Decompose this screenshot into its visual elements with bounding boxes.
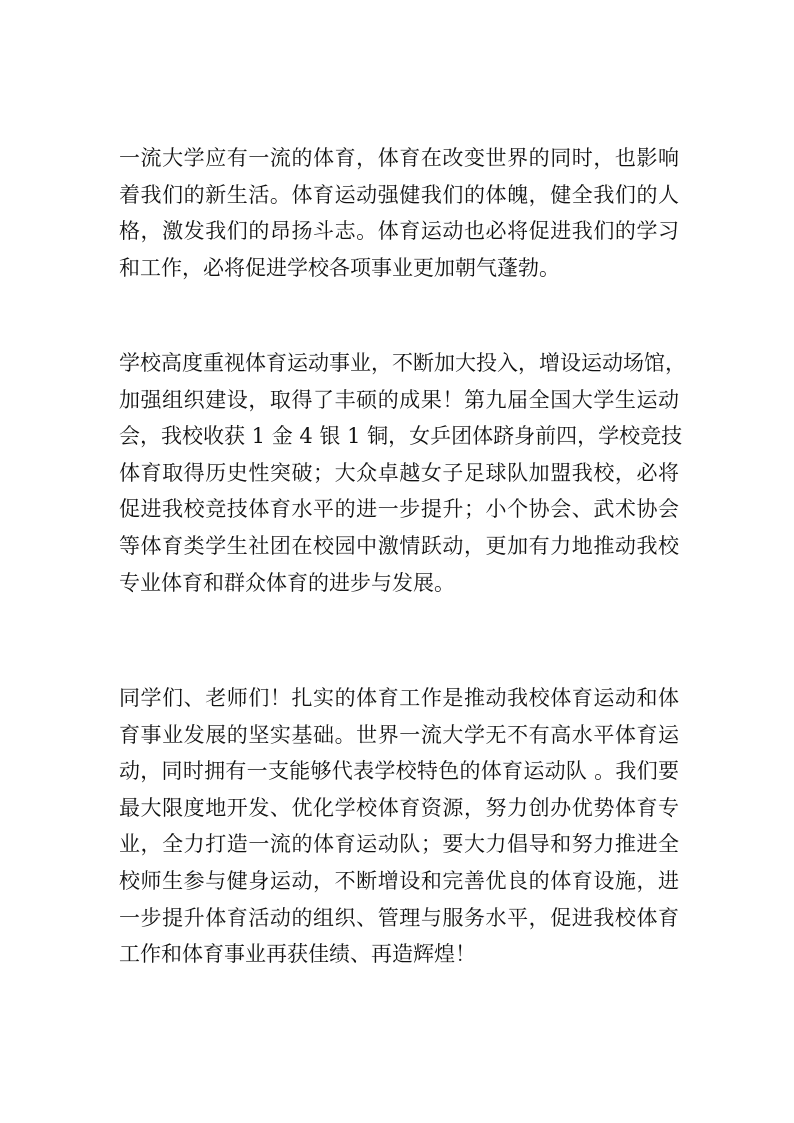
paragraph-line: 着我们的新生活。体育运动强健我们的体魄，健全我们的人	[119, 182, 679, 207]
paragraph-line: 体育取得历史性突破；大众卓越女子足球队加盟我校，必将	[119, 460, 679, 485]
paragraph-line: 和工作，必将促进学校各项事业更加朝气蓬勃。	[119, 255, 560, 280]
paragraph-line: 专业体育和群众体育的进步与发展。	[119, 570, 455, 595]
paragraph-line: 学校高度重视体育运动事业，不断加大投入，增设运动场馆，	[119, 351, 686, 375]
paragraph-line: 最大限度地开发、优化学校体育资源，努力创办优势体育专	[119, 795, 679, 820]
paragraph-line: 等体育类学生社团在校园中激情跃动，更加有力地推动我校	[119, 533, 679, 558]
paragraph-2	[119, 345, 686, 601]
paragraph-line: 一步提升体育活动的组织、管理与服务水平，促进我校体育	[119, 905, 679, 930]
paragraph-line: 业，全力打造一流的体育运动队；要大力倡导和努力推进全	[119, 832, 679, 857]
paragraph-1	[119, 140, 679, 286]
paragraph-line: 工作和体育事业再获佳绩、再造辉煌！	[119, 942, 476, 967]
paragraph-line: 加强组织建设，取得了丰硕的成果！第九届全国大学生运动	[119, 387, 679, 412]
paragraph-line: 会，我校收获 1 金 4 银 1 铜，女乒团体跻身前四，学校竞技	[119, 424, 683, 449]
paragraph-3	[119, 680, 679, 973]
paragraph-line: 校师生参与健身运动，不断增设和完善优良的体育设施，进	[119, 868, 679, 893]
paragraph-line: 动，同时拥有一支能够代表学校特色的体育运动队 。我们要	[119, 759, 679, 784]
paragraph-line: 同学们、老师们！扎实的体育工作是推动我校体育运动和体	[119, 686, 679, 710]
paragraph-line: 促进我校竞技体育水平的进一步提升；小个协会、武术协会	[119, 497, 679, 522]
paragraph-line: 育事业发展的坚实基础。世界一流大学无不有高水平体育运	[119, 722, 679, 747]
paragraph-line: 格，激发我们的昂扬斗志。体育运动也必将促进我们的学习	[119, 219, 679, 244]
paragraph-line: 一流大学应有一流的体育，体育在改变世界的同时，也影响	[119, 146, 679, 170]
